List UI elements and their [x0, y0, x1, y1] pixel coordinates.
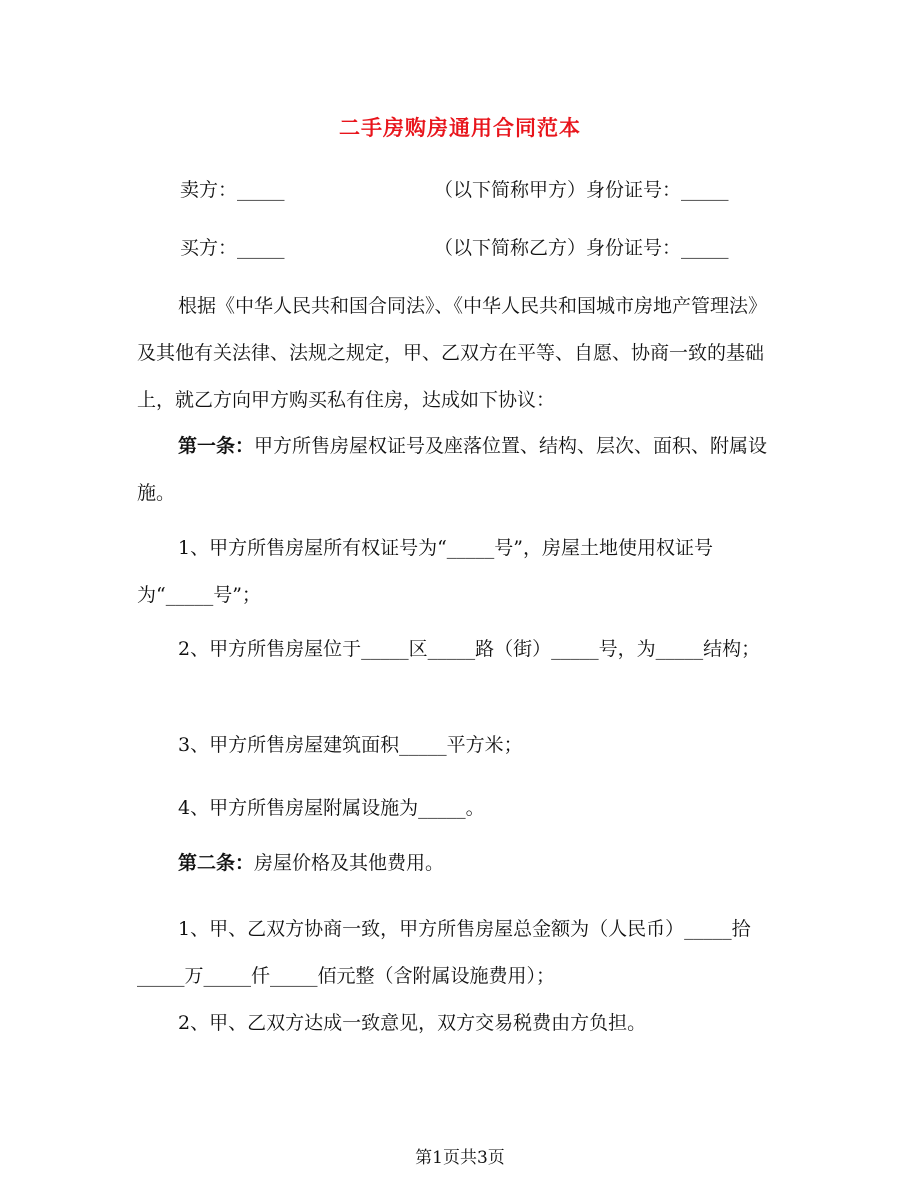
page-footer: 第1页共3页: [415, 1148, 505, 1168]
intro-paragraph: 根据《中华人民共和国合同法》、《中华人民共和国城市房地产管理法》及其他有关法律、法规之规定，甲、乙双方在平等、自愿、协商一致的基础上，就乙方向甲方购买私有住房，达成如下协议：: [137, 295, 768, 411]
article-1-item-4: 4、甲方所售房屋附属设施为_____。: [178, 797, 485, 819]
article-2-heading: 第二条：: [178, 852, 255, 874]
article-2: [137, 840, 785, 887]
article-1: [137, 423, 785, 517]
article-1-item-1: 1、甲方所售房屋所有权证号为“_____号”，房屋土地使用权证号为“_____号”；: [137, 537, 714, 606]
article-2-item-1: 1、甲、乙双方协商一致，甲方所售房屋总金额为（人民币）_____拾_____万_____仟_____佰元整（含附属设施费用）；: [137, 918, 751, 987]
article-2-text: 房屋价格及其他费用。: [254, 852, 445, 874]
buyer-label: 买方：_____: [180, 237, 285, 259]
article-1-text: 甲方所售房屋权证号及座落位置、结构、层次、面积、附属设施。: [137, 435, 768, 504]
article-1-heading: 第一条：: [178, 435, 255, 457]
article-1-item-2: 2、甲方所售房屋位于_____区_____路（街）_____号，为_____结构；: [178, 638, 761, 660]
seller-label: 卖方：_____: [180, 179, 285, 201]
document-title: 二手房购房通用合同范本: [339, 115, 581, 140]
article-2-item-2: 2、甲、乙双方达成一致意见，双方交易税费由方负担。: [178, 1012, 647, 1034]
buyer-id-note: （以下简称乙方）身份证号：_____: [434, 237, 729, 259]
article-1-item-3: 3、甲方所售房屋建筑面积_____平方米；: [178, 734, 523, 756]
seller-id-note: （以下简称甲方）身份证号：_____: [434, 179, 729, 201]
